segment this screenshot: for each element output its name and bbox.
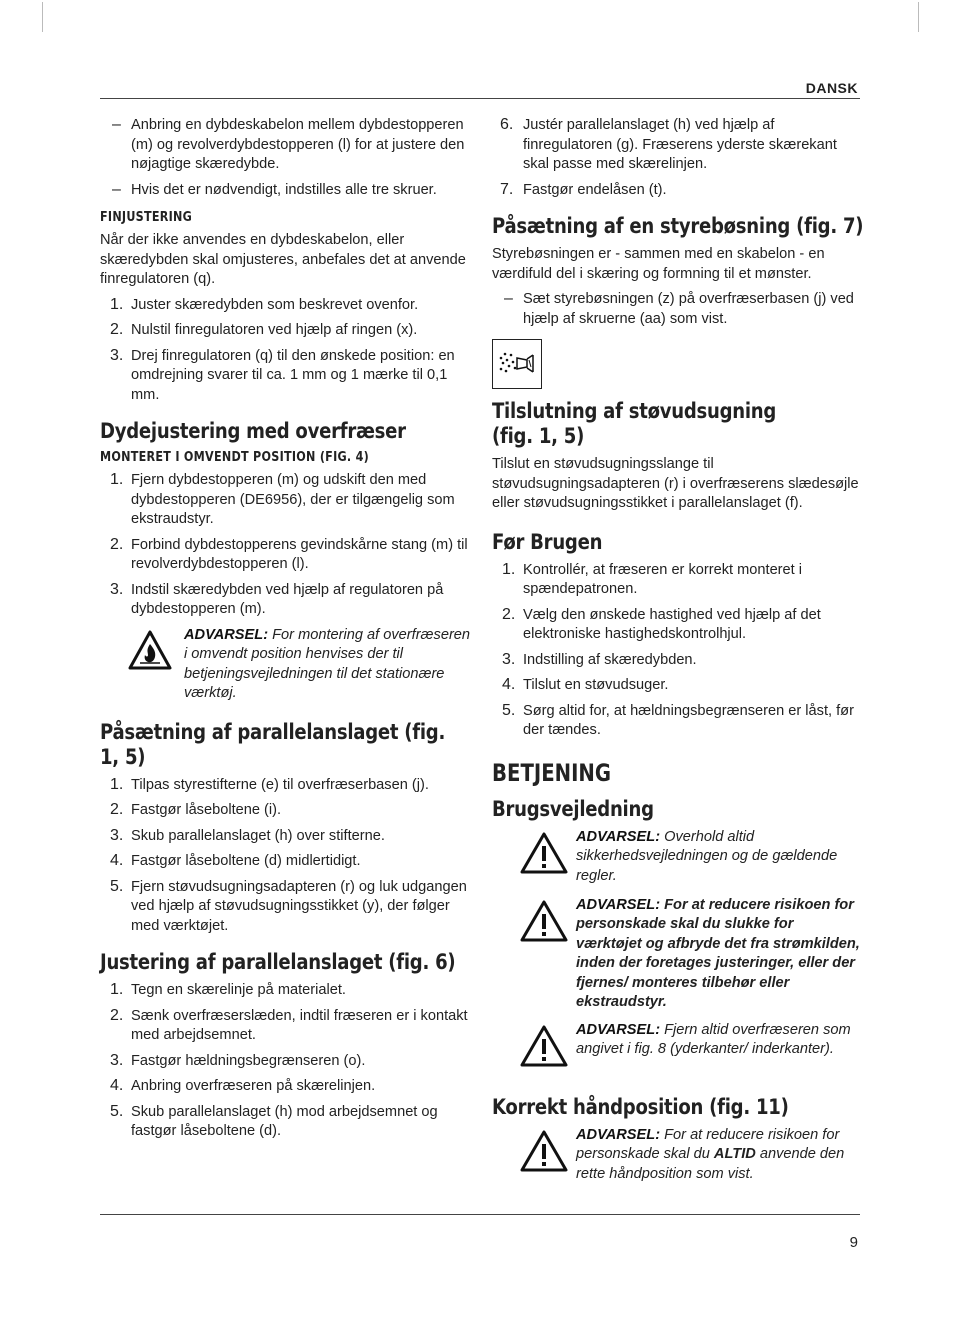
crop-mark (42, 2, 43, 32)
list-item: 6. Justér parallelanslaget (h) ved hjælp af finregulatoren (g). Fræserens yderste skærekant skal passe med skærelinjen. (500, 116, 837, 172)
warning-block: ADVARSEL: For at reducere risikoen for personskade skal du slukke for værktøjet og afbryde det fra strømkilden, inden der foretages justeringer, eller der fjernes/ monteres tilbehør eller ekstraudstyr. (492, 896, 860, 1013)
warning-icon (520, 1130, 568, 1177)
language-label: DANSK (805, 80, 858, 96)
list-item: 4. Tilslut en støvudsuger. (502, 676, 669, 693)
right-column (492, 116, 864, 1194)
styre-intro: Styrebøsningen er - sammen med en skabelon - en værdifuld del i skæring og formning til et mønster. (492, 246, 825, 282)
stov-heading: Tilslutning af støvudsugning (fig. 1, 5) (492, 399, 777, 448)
list-item: 4. Fastgør låseboltene (d) midlertidigt. (110, 852, 361, 869)
list-item: 7. Fastgør endelåsen (t). (500, 180, 667, 198)
crop-mark (918, 2, 919, 32)
list-item: 3. Fastgør hældningsbegrænseren (o). (110, 1051, 366, 1069)
list-item: 3. Indstilling af skæredybden. (502, 650, 697, 668)
dash-item: – Hvis det er nødvendigt, indstilles alle tre skruer. (112, 180, 437, 198)
warning-icon (520, 1025, 568, 1072)
dybde-subheading: MONTERET I OMVENDT POSITION (FIG. 4) (100, 450, 369, 465)
list-item: 5. Skub parallelanslaget (h) mod arbejdsemnet og fastgør låseboltene (d). (110, 1102, 438, 1139)
parallel-heading: Påsætning af parallelanslaget (fig. 1, 5) (100, 719, 446, 769)
list-item: 4. Anbring overfræseren på skærelinjen. (110, 1077, 376, 1094)
for-brugen-heading: Før Brugen (492, 529, 603, 554)
warning-block: ADVARSEL: Fjern altid overfræseren som angivet i fig. 8 (yderkanter/ inderkanter). (492, 1021, 860, 1081)
styre-heading: Påsætning af en styrebøsning (fig. 7) (492, 214, 864, 238)
list-item: 2. Forbind dybdestopperens gevindskårne stang (m) til revolverdybdestopperen (l). (110, 535, 468, 572)
stov-text: Tilslut en støvudsugningsslange til støvudsugningsadapteren (r) i overfræserens slædesøjle eller støvudsugningsstikket i parallelanslaget (f). (492, 456, 859, 511)
list-item: 3. Indstil skæredybden ved hjælp af regulatoren på dybdestopperen (m). (110, 580, 444, 617)
betjening-heading: BETJENING (492, 758, 612, 787)
dash-item: – Sæt styrebøsningen (z) på overfræserbasen (j) ved hjælp af skruerne (aa) som vist. (504, 290, 854, 327)
list-item: 1. Kontrollér, at fræseren er korrekt monteret i spændepatronen. (502, 560, 803, 597)
list-item: 2. Vælg den ønskede hastighed ved hjælp af det elektroniske hastighedskontrolhjul. (502, 605, 821, 642)
warning-icon (520, 832, 568, 879)
list-item: 2. Nulstil finregulatoren ved hjælp af ringen (x). (110, 321, 418, 338)
page-number: 9 (849, 1234, 858, 1251)
list-item: 1. Tilpas styrestifterne (e) til overfræserbasen (j). (110, 775, 429, 793)
finjustering-intro: Når der ikke anvendes en dybdeskabelon, eller skæredybden skal omjusteres, anbefales det at anvende finregulatoren (q). (100, 232, 466, 287)
fire-warning: ADVARSEL: For montering af overfræseren i omvendt position henvises der til betjeningsvejledningen til det stationære værktøj. (100, 626, 472, 704)
list-item: 3. Skub parallelanslaget (h) over stifterne. (110, 826, 385, 844)
list-item: 1. Juster skæredybden som beskrevet ovenfor. (110, 295, 419, 313)
list-item: 3. Drej finregulatoren (q) til den ønskede position: en omdrejning svarer til ca. 1 mm og 1 mærke til 0,1 mm. (110, 346, 455, 403)
warning-block: ADVARSEL: Overhold altid sikkerhedsvejledningen og de gældende regler. (492, 828, 860, 888)
dash-item: – Anbring en dybdeskabelon mellem dybdestopperen (m) og revolverdybdestopperen (l) for at justere den nøjagtige skæredybde. (112, 116, 465, 172)
warning-block: ADVARSEL: For at reducere risikoen for personskade skal du ALTID anvende den rette håndposition som vist. (492, 1126, 860, 1186)
list-item: 1. Fjern dybdestopperen (m) og udskift den med dybdestopperen (DE6956), der er tilgængelig som ekstraudstyr. (110, 471, 455, 527)
haandposition-heading: Korrekt håndposition (fig. 11) (492, 1094, 789, 1119)
list-item: 2. Sænk overfræserslæden, indtil fræseren er i kontakt med arbejdsemnet. (110, 1006, 468, 1043)
list-item: 1. Tegn en skærelinje på materialet. (110, 981, 346, 998)
left-column (100, 116, 472, 1148)
list-item: 5. Fjern støvudsugningsadapteren (r) og luk udgangen ved hjælp af støvudsugningsstikket (y), der følger med værktøjet. (110, 877, 467, 934)
justering-heading: Justering af parallelanslaget (fig. 6) (100, 950, 456, 974)
fire-warning-icon (128, 630, 172, 675)
dybde-heading: Dydejustering med overfræser (100, 419, 406, 443)
header-rule (100, 98, 860, 99)
dust-extraction-icon (492, 339, 542, 389)
footer-rule (100, 1214, 860, 1215)
list-item: 2. Fastgør låseboltene (i). (110, 801, 282, 818)
list-item: 5. Sørg altid for, at hældningsbegrænseren er låst, før der tændes. (502, 701, 854, 738)
finjustering-heading: FINJUSTERING (100, 210, 193, 225)
brugsvejledning-heading: Brugsvejledning (492, 796, 654, 821)
warning-icon (520, 900, 568, 947)
